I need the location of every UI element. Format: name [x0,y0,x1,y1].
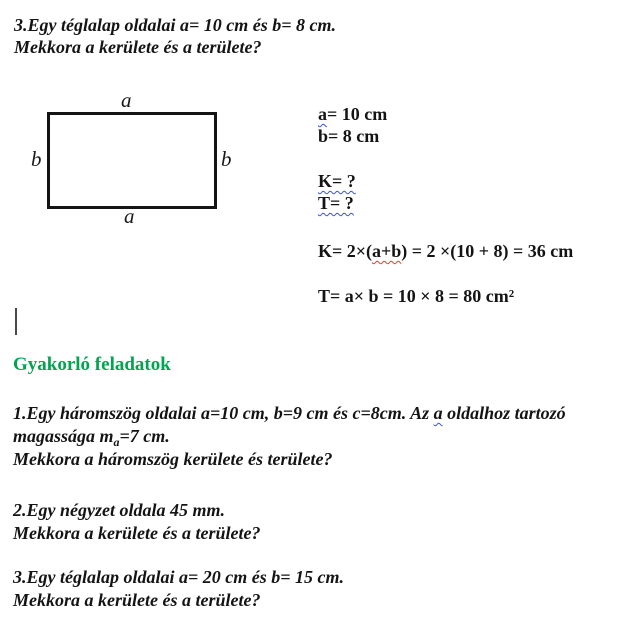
practice-problem3-line1: 3.Egy téglalap oldalai a= 20 cm és b= 15 cm. [13,567,344,587]
given-side-a [318,103,387,125]
text-caret [15,308,17,335]
problem1-line1-pre: 1.Egy háromszög oldalai a=10 cm, b=9 cm és c=8cm. Az [13,403,434,423]
perimeter-question-grammar-mark: K= ? [318,171,356,191]
area-question [318,192,354,214]
practice-problem3-line2: Mekkora a kerülete és a területe? [13,590,261,610]
given-side-b: b= 8 cm [318,126,380,146]
problem1-line2-pre: magassága m [13,426,114,446]
practice-problem2-line1: 2.Egy négyzet oldala 45 mm. [13,500,225,520]
problem1-line2-post: =7 cm. [119,426,170,446]
practice-heading: Gyakorló feladatok [13,354,171,375]
given-a-value: = 10 cm [327,104,388,124]
problem1-height-subscript: a [113,435,120,449]
perimeter-formula [318,240,573,262]
area-formula: T= a× b = 10 × 8 = 80 cm² [318,286,515,306]
practice-problem1-line1 [13,402,566,424]
problem1-grammar-mark: a [433,403,443,423]
perimeter-question [318,170,356,192]
perimeter-formula-post: ) = 2 ×(10 + 8) = 36 cm [401,241,574,261]
area-question-grammar-mark: T= ? [318,193,354,213]
problem1-line1-post: oldalhoz tartozó [442,403,566,423]
rectangle-label-right: b [221,147,232,171]
practice-problem2-line2: Mekkora a kerülete és a területe? [13,523,261,543]
problem-statement-line1: 3.Egy téglalap oldalai a= 10 cm és b= 8 cm. [14,15,336,35]
problem-statement-line2: Mekkora a kerülete és a területe? [14,37,262,57]
rectangle-label-left: b [31,147,42,171]
perimeter-formula-spellcheck-mark: a+b [372,241,402,261]
given-a-grammar-mark: a [318,104,327,124]
rectangle-label-bottom: a [124,204,135,228]
practice-problem1-line3: Mekkora a háromszög kerülete és területe? [13,449,333,469]
perimeter-formula-pre: K= 2×( [318,241,373,261]
rectangle-diagram [47,112,217,209]
rectangle-label-top: a [121,88,132,112]
